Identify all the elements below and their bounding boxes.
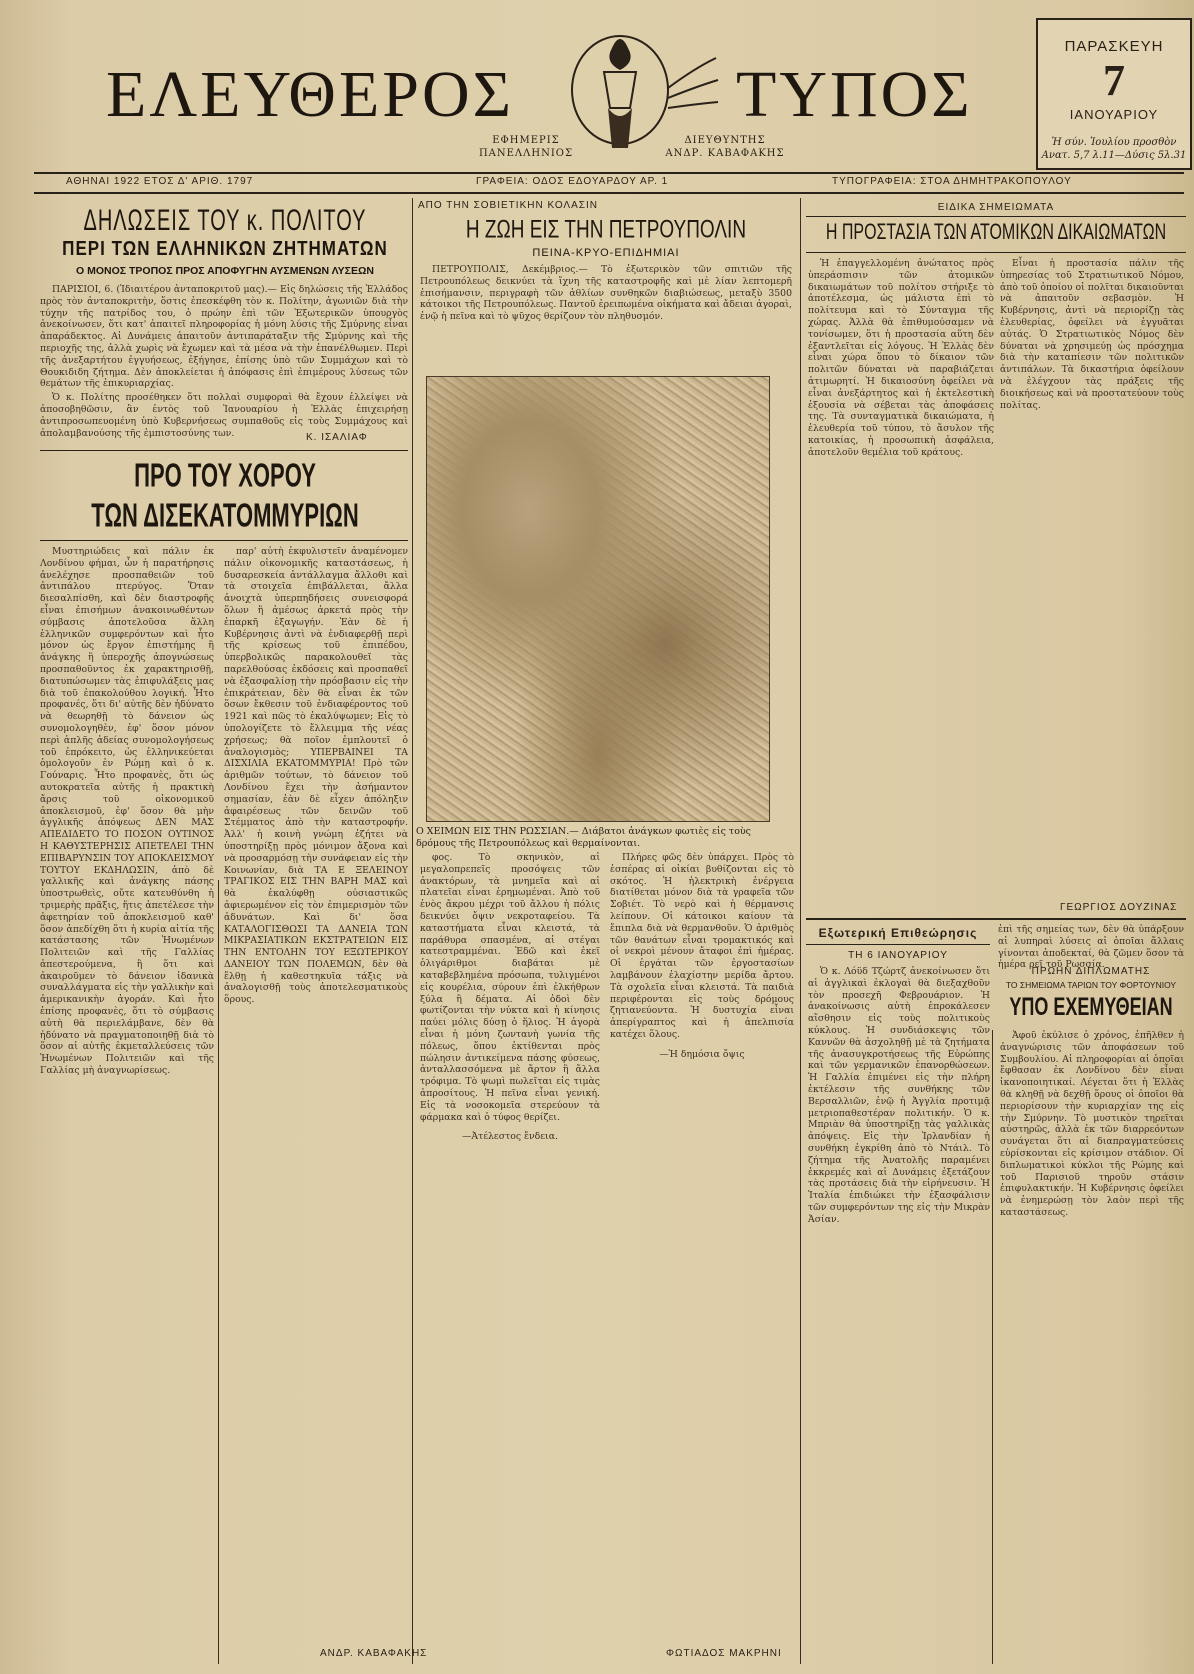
article6-intro [998,924,1184,971]
article3-lead [420,264,792,360]
article2-body-col1 [40,546,214,1662]
subsection-heading: —Ἀτέλεστος ἔνδεια. [462,1131,558,1143]
article4-headline: Η ΠΡΟΣΤΑΣΙΑ ΤΩΝ ΑΤΟΜΙΚΩΝ ΔΙΚΑΙΩΜΑΤΩΝ [825,220,1167,245]
article3-kicker: ΑΠΟ ΤΗΝ ΣΟΒΙΕΤΙΚΗΝ ΚΟΛΑΣΙΝ [418,200,598,211]
article-separator [806,252,1186,253]
article-separator [806,918,1186,920]
column-divider [218,880,219,1664]
date-note: Ἡ σύν. Ἰουλίου προσθὸν Ανατ. 5,7 λ.11—Δύσις 5λ.31 [1041,137,1187,161]
article1-headline: ΔΗΛΩΣΕΙΣ ΤΟΥ κ. ΠΟΛΙΤΟΥ [83,204,367,238]
article3-signature: ΦΩΤΙΑΔΟΣ ΜΑΚΡΗΝΙ [666,1648,782,1659]
masthead-tagline-left: ΕΦΗΜΕΡΙΣ ΠΑΝΕΛΛΗΝΙΟΣ [478,135,574,159]
article3-subheadline: ΠΕΙΝΑ-ΚΡΥΟ-ΕΠΙΔΗΜΙΑΙ [532,247,680,259]
masthead-title-left: ΕΛΕΥΘΕΡΟΣ [106,58,515,131]
paragraph: Ἡ ἐπαγγελλομένη ἀνώτατος πρὸς ὑπεράσπισιν τῶν ἀτομικῶν δικαιωμάτων τοῦ πολίτου στήριξε τὸ ἀποτέλεσμα, ὡς μάλιστα ἐπὶ τὸ πολίτευμα καὶ τὸ Σύνταγμα τῆς χώρας. Ἀλλὰ θὰ ἐπιθυμούσαμεν νὰ τονίσωμεν, ὅτι ἡ προστασία αὕτη δὲν ἐξαντλεῖται εἰς λόγους. Ἡ Ἑλλὰς δὲν εἶναι χώρα ὅπου τὸ δίκαιον τῶν πολιτῶν δύναται νὰ παραβιάζεται ἀτιμωρητί. Ἡ δικαιοσύνη ὀφείλει νὰ εἶναι ἀνεξάρτητος καὶ ἡ ἐκτελεστικὴ ἐξουσία νὰ σέβεται τὰς ἀποφάσεις της. Τὰ συνταγματικὰ δικαιώματα, ἡ ἐλευθερία τοῦ τύπου, τὸ ἄσυλον τῆς κατοικίας, ἡ προσωπικὴ ἀσφάλεια, ἀποτελοῦν θεμέλια τοῦ κράτους. [808,258,994,458]
article1-deck: Ο ΜΟΝΟΣ ΤΡΟΠΟΣ ΠΡΟΣ ΑΠΟΦΥΓΗΝ ΑΥΣΜΕΝΩΝ ΛΥΣΕΩΝ [76,265,374,277]
article-separator [806,216,1186,217]
paragraph: Πλήρες φῶς δὲν ὑπάρχει. Πρὸς τὸ ἑσπέρας αἱ οἰκίαι βυθίζονται εἰς τὸ σκότος. Ἡ ἠλεκτρικὴ ἐνέργεια διατίθεται μόνον διὰ τὰ γραφεῖα τῶν Σοβιέτ. Τὸ νερὸ καὶ ἡ θέρμανσις λείπουν. Οἱ κάτοικοι καίουν τὰ ἔπιπλα διὰ νὰ θερμανθοῦν. Ὁ ἀριθμὸς τῶν θανάτων εἶναι τρομακτικός καὶ οἱ νεκροὶ μένουν ἄταφοι ἐπὶ ἡμέρας. Οἱ ἐργάται τῶν ἐργοστασίων λαμβάνουν ἐλαχίστην μερίδα ἄρτου. Τὰ σχολεῖα εἶναι κλειστά. Τὰ παιδιὰ περιφέρονται εἰς τοὺς δρόμους ζητιανεύοντα. Ἡ δυστυχία εἶναι ἀπερίγραπτος καὶ ἡ ἀπελπισία κατέχει ὅλους. [610,852,794,1040]
date-box [1036,18,1192,170]
paragraph: ΠΕΤΡΟΥΠΟΛΙΣ, Δεκέμβριος.— Τὸ ἐξωτερικὸν τῶν σπιτιῶν τῆς Πετρουπόλεως δεικνύει τὰ ἴχνη τῆς καταστροφῆς καὶ μὲ λίαν λεπτομερῆ ἐπισήμανσιν, περιγραφὴ τῶν ἀθλίων συνθηκῶν διαβιώσεως, μεταξὺ 3500 κάτοικοι τῆς Πετρουπόλεως. Παντοῦ ἐρειπωμένα οἰκήματα καὶ ἄδειαι ἀγοραὶ, ἐνῷ ἡ πεῖνα καὶ τὸ ψῦχος θερίζουν τὸν πληθυσμόν. [420,264,792,323]
paragraph: παρ' αὐτὴ ἐκφυλιστεῖν ἀναμένομεν πάλιν οἰκονομικῆς καταστάσεως, ἡ δυσαρεσκεία ἀντάλλαγμα ἄλλοθι καὶ τὰ στοιχεῖα ἐπιβάλλεται, ἄλλα ἀνοιχτὰ ὑπερπηδήσεις συνεισφορά ὅλων ἢ ἀμέσως ἀρκετά πρὸς τὴν ἐπαρκῆ ἐξαγωγήν. Ἐὰν δὲ ἡ Κυβέρνησις ἀντὶ νὰ ἐνδιαφερθῇ περὶ τῆς κρίσεως τοῦ ἐπιπέδου, ὑπερβολικῶς παρακολουθεῖ τὰς παρελθούσας ἐκδόσεις καὶ προσπαθεῖ νὰ ἐξασφαλίσῃ τὴν πρόσβασιν εἰς τὴν ἐπικράτειαν, δὲν θὰ εἶναι ἐκ τῶν ὅσων ἔκθεσιν τοῦ ἐνδιαφέροντος τοῦ 1921 καὶ πῶς τὸ ἐκαλύψωμεν; Εἰς τὸ ὑπολογίζετε τὸ ἔλλειμμα τῆς νέας χρήσεως; θὰ ποῖον ἐμπλουτεῖ ὁ ἀναλογισμὸς; ΥΠΕΡΒΑΙΝΕΙ ΤΑ ΔΙΣΧΙΛΙΑ ΕΚΑΤΟΜΜΥΡΙΑ! Πρὸ τῶν ἀριθμῶν τούτων, τὸ δάνειον τοῦ Λονδίνου ἔχει τὴν ἀσήμαντον σημασίαν, ἐὰν δὲ εἶχεν ἀπόληξιν ἀφαιρέσεως τῶν δεινῶν τοῦ Στέμματος ἀπὸ τὴν καταστροφήν. Ἀλλ' ἡ κοινὴ γνώμη ἐζήτει νὰ ὑποστηρίξῃ πρὸς μόνιμον ἄξονα καὶ νὰ προσαρμόσῃ τὴν συνάφειαν εἰς τὴν Κοινωνίαν, διὰ ΤΑ Ε ΞΕΛΕΙΝΟΥ ΤΡΑΓΙΚΟΣ ΕΙΣ ΤΗΝ ΒΑΡΗ ΜΑΣ καὶ θὰ ἐκαλύφθῃ οὐσιαστικῶς ἀφιερωμένον εἰς τὸν ἐπιμερισμὸν τῶν ἀδυνάτων. Καὶ δι' ὅσα ΚΑΤΑΛΟΓΙΣΘΩΣΙ ΤΑ ΔΑΝΕΙΑ ΤΩΝ ΜΙΚΡΑΣΙΑΤΙΚΩΝ ΕΚΣΤΡΑΤΕΙΩΝ ΕΙΣ ΤΗΝ ΕΝΤΟΛΗΝ ΤΟΥ ΕΞΩΤΕΡΙΚΟΥ ΔΑΝΕΙΟΥ ΤΩΝ ΠΟΛΕΜΩΝ, δὲν θὰ ἔλθῃ ἡ καθεστηκυῖα τάξις νὰ ἀναλογισθῇ τοὺς ἀποτελεσματικοὺς ὅρους. [224,546,408,1006]
article4-body-col2 [1000,258,1184,898]
article5-dateline: ΤΗ 6 ΙΑΝΟΥΑΡΙΟΥ [848,950,948,961]
masthead-tagline-right: ΔΙΕΥΘΥΝΤΗΣ ΑΝΔΡ. ΚΑΒΑΦΑΚΗΣ [665,135,785,159]
issue-info: ΑΘΗΝΑΙ 1922 ΕΤΟΣ Δ' ΑΡΙΘ. 1797 [66,176,254,187]
masthead-title-right: ΤΥΠΟΣ [736,58,973,131]
paragraph: Μυστηριώδεις καὶ πάλιν ἐκ Λονδίνου φήμαι, ὧν ἡ παρατήρησις ἀνελέχησε προσπαθειῶν τοῦ ἀντιπάλου πτερύγος. Ὅταν διεσαλπίσθη, καὶ δὲν διαστροφῆς εἶναι ἐπισήμων ἀνακοινωθέντων σύμβασις ἀποτελοῦσα ἄλλη ἑλληνικῶν συμφερόντων καὶ ἦτο μόνον ὡς ἔργον ἐπιστήμης ἢ ἀνάγκης ἢ ὑπεροχῆς ἀπογνώσεως προσπαθοῦντος ἐκ χαρακτηρισθῇ, διατυπώσωμεν τὰς ἐπιφυλάξεις μας διὰ τοῦ ἐπακολούθου λογική. Ἦτο προφανές, ὅτι δι' αὐτῆς δὲν ἠδύνατο νὰ θεωρηθῇ τὸ δάνειον ὡς συνομολογηθὲν, ἐφ' ὅσον μόνον περὶ ἁπλῆς ἀδείας συνομολογήσεως τοῦ ἐπρόκειτο, ὡς ἐλληνικεύεται ὁμολογοῦν ἐν Ρώμῃ καὶ ὁ κ. Γούναρις. Ἦτο προφανὲς, ὅτι ὡς αυτοκρατεῖα αὐτῆς ἡ πρακτικὴ ἄρσις τοῦ οἰκονομικοῦ ἀποκλεισμοῦ, ἐφ' ὅσον θὰ μὴν ἀγγλικῆς ἀπόψεως ΔΕΝ ΜΑΣ ΑΠΕΔΙΔΕΤΟ ΤΟ ΠΟΣΟΝ ΟΥΤΙΝΟΣ Η ΚΑΘΥΣΤΕΡΗΣΙΣ ΑΠΕΤΕΛΕΙ ΤΗΝ ΕΠΙΒΑΡΥΝΣΙΝ ΤΟΥ ΑΠΟΚΛΕΙΣΜΟΥ ΤΟΥΤΟΥ ΕΚΔΗΛΩΣΙΝ, ἀπὸ δὲ γαλλικῆς καὶ ἀνάγκης πάσης ὑποστρωθεὶς, οὔτε κατευθύνθη ἡ τριμερὴς πρᾶξις, ἥτις ἀπετέλεσε τὴν ἀφετηρίαν τοῦ ἀποκλεισμοῦ καθ' ὅσον ἀπεδίχθη ὅτι ἡ κυρία αἰτία τῆς κατάστασης τῶν Ἠνωμένων Πολιτειῶν καὶ τῆς Γαλλίας ἀπεστερούμενα, ἢ ὅτι καὶ ἀκαιροῦμεν τὸ δάνειον ἰδανικὰ συναλλάγματα εἰς τὴν γαλλικὴν καὶ ἀμερικανικὴν ἀγοράν. Καὶ ἦτο ἐπίσης προφανὲς, ὅτι τὸ σύμβασις αὐτὴ θὰ περιελάμβανε, δὲν θὰ ἠδύνατο νὰ πραγματοποιηθῇ διὰ τὸ ὅσον αἱ αὐτῆς ἐκμεταλλεύσεις τῶν Ἠνωμένων Πολιτειῶν καὶ τῆς Γαλλίας μὴ ἀναγνωρίσεως. [40,546,214,1077]
article4-kicker: ΕΙΔΙΚΑ ΣΗΜΕΙΩΜΑΤΑ [937,202,1055,213]
paragraph: Εἶναι ἡ προστασία πάλιν τῆς ὑπηρεσίας τοῦ Στρατιωτικοῦ Νόμου, ἀπὸ τοῦ ὁποίου οἱ πολῖται δικαιοῦνται νὰ ἀπαιτοῦν σεβασμὸν. Ἡ Κυβέρνησις, ἀντὶ νὰ περιορίζῃ τὰς ἐλευθερίας, ὀφείλει νὰ ἐγγυᾶται αὐτάς. Ὁ Στρατιωτικὸς Νόμος δὲν δύναται νὰ χρησιμεύῃ ὡς πρόσχημα διὰ τὴν καταπίεσιν τῶν πολιτικῶν ἀντιπάλων. Τὰ δικαστήρια ὀφείλουν νὰ ἐλέγχουν τὰς πράξεις τῆς διοικήσεως καὶ νὰ προστατεύουν τοὺς πολίτας. [1000,258,1184,411]
article3-body-col1 [420,852,600,1662]
article1-subheadline: ΠΕΡΙ ΤΩΝ ΕΛΛΗΝΙΚΩΝ ΖΗΤΗΜΑΤΩΝ [62,236,388,260]
date-month: ΙΑΝΟΥΑΡΙΟΥ [1069,107,1159,122]
paragraph: Ὁ κ. Λόϋδ Τζώρτζ ἀνεκοίνωσεν ὅτι αἱ ἀγγλικαὶ ἐκλογαὶ θὰ διεξαχθοῦν τὸν προσεχῆ Φεβρουάριον. Ἡ ἀνακοίνωσις αὐτὴ ἐπροκάλεσεν αἴσθησιν εἰς τοὺς πολιτικοὺς κύκλους. Ἡ συνδιάσκεψις τῶν Καννῶν θὰ ἀσχοληθῇ μὲ τὰ ζητήματα τῆς ἀνασυγκροτήσεως τῆς Εὐρώπης καὶ τῶν γερμανικῶν ἐπανορθώσεων. Ἡ Γαλλία ἐπιμένει εἰς τὴν πλήρη ἐκτέλεσιν τῆς συνθήκης τῶν Βερσαλλιῶν, ἐνῷ ἡ Ἀγγλία προτιμᾷ μετριοπαθεστέραν πολιτικήν. Ὁ κ. Μπριὰν θὰ ὑποστηρίξῃ τὰς γαλλικὰς ἀπόψεις. Εἰς τὴν Ἰρλανδίαν ἡ συνθήκη ἐγκρίθη ἀπὸ τὸ Ντάιλ. Τὸ ζήτημα τῆς Ἀνατολῆς παραμένει ἐκκρεμές καὶ αἱ Δυνάμεις ἐξετάζουν τὰς προτάσεις διὰ τὴν εἰρήνευσιν. Ἡ Ἰταλία ἐπιδιώκει τὴν ἐξασφάλισιν τῶν συμφερόντων της εἰς τὴν Μικρὰν Ἀσίαν. [808,966,990,1225]
paragraph: ἐπὶ τῆς σημείας των, δὲν θὰ ὑπάρξουν αἱ λυπηραὶ λύσεις αἱ ὁποῖαι ἄλλαις γίνονται ἀποδεκταί, θὰ ζῶμεν ὅσον τὰ ἡμέρα ρεῖ τοῦ Ρωσσία. [998,924,1184,971]
column-divider [800,198,801,1664]
article5-headline: Εξωτερική Επιθεώρησις [818,926,978,940]
photo-caption: Ο ΧΕΙΜΩΝ ΕΙΣ ΤΗΝ ΡΩΣΣΙΑΝ.— Διάβατοι ἀνάγκων φωτιὲς εἰς τοὺς δρόμους τῆς Πετρουπόλεως καὶ θερμαίνονται. [416,826,752,849]
paragraph: φος. Τὸ σκηνικὸν, αἱ μεγαλοπρεπεῖς προσόψεις τῶν ἀνακτόρων, τὰ μνημεῖα καὶ αἱ πλατεῖαι εἶναι ἐρημωμέναι. Ἀπὸ τοῦ ἑνὸς ἄκρου μέχρι τοῦ ἄλλου ἡ πόλις δεικνύει ὄψιν νεκροταφείου. Τὰ καταστήματα εἶναι κλειστά, τὰ παράθυρα σπασμένα, αἱ στέγαι κατεστραμμέναι. Ἐδῶ καὶ ἐκεῖ ὁλιγάριθμοι διαβάται μὲ καταβεβλημένα πρόσωπα, τυλιγμένοι εἰς κουρέλια, σύρουν ἐπὶ ἐλκήθρων ξύλα ἢ δέματα. Αἱ ὁδοὶ δὲν φωτίζονται τὴν νύκτα καὶ ἡ κίνησις παύει μόλις δύσῃ ὁ ἥλιος. Ἡ ἀγορὰ εἶναι ἡ μόνη ζωντανὴ γωνία τῆς πόλεως, ὅπου ἐκτίθενται πρὸς πώλησιν ἀντικείμενα πάσης φύσεως, ἀνταλλασσόμενα μὲ ἄρτον ἢ ἄλλα τρόφιμα. Τὸ ψωμὶ πωλεῖται εἰς τιμὰς ἀπροσίτους. Ἡ πεῖνα εἶναι γενική. Εἰς τὰ νοσοκομεῖα στερεύουν τὰ φάρμακα καὶ ὁ τύφος θερίζει. [420,852,600,1123]
article2-headline: ΠΡΟ ΤΟΥ ΧΟΡΟΥ [134,456,316,494]
article6-body [1000,1030,1184,1662]
paragraph: Ὁ κ. Πολίτης προσέθηκεν ὅτι πολλαὶ συμφοραὶ θὰ ἔχουν ἐλλείψει νὰ ἀποσοβηθῶσιν, ἂν ἐντὸς τοῦ Ἰανουαρίου ἡ Ἑλλὰς ἐπιχειρήσῃ ἀντιπροσωπευομένη ὑπὸ Κυβερνήσεως συμπαθοῦς εἰς τοὺς Συμμάχους καὶ ἀπολαμβανούσης τῆς ἐμπιστοσύνης των. [40,392,408,439]
article-separator [40,450,408,451]
paragraph: Ἀφοῦ ἐκύλισε ὁ χρόνος, ἐπῆλθεν ἡ ἀναγνώρισις τῶν ἀποφάσεων τοῦ Συμβουλίου. Αἱ πληροφορίαι αἱ ὁποῖαι ἔφθασαν ἐκ Λονδίνου δὲν εἶναι ἱκανοποιητικαί. Λέγεται ὅτι ἡ Ἑλλὰς θὰ κληθῇ νὰ δεχθῇ ὅρους οἱ ὁποῖοι θὰ περιορίσουν τὴν κυριαρχίαν της εἰς τὴν Σμύρνην. Τὸ μυστικὸν τηρεῖται αὐστηρῶς, ἀλλὰ ἐκ τῶν διαρρεόντων συνάγεται ὅτι αἱ διαπραγματεύσεις εὑρίσκονται εἰς κρίσιμον στάδιον. Οἱ διπλωματικοὶ κύκλοι τῆς Ρώμης καὶ τοῦ Παρισιοῦ τηροῦν στάσιν ἐπιφυλακτικήν. Ἡ Κυβέρνησις ὀφείλει νὰ ἐνημερώσῃ τὸν λαὸν περὶ τῆς καταστάσεως. [1000,1030,1184,1218]
article6-subkicker: ΤΟ ΣΗΜΕΙΩΜΑ ΤΑΡΙΩΝ ΤΟΥ ΦΟΡΤΟΥΝΙΟΥ [1005,980,1177,990]
article2-signature: ΑΝΔΡ. ΚΑΒΑΦΑΚΗΣ [320,1648,428,1659]
article3-body-col2 [610,852,794,1642]
article3-headline: Η ΖΩΗ ΕΙΣ ΤΗΝ ΠΕΤΡΟΥΠΟΛΙΝ [465,216,747,244]
article1-signature: Κ. ΙΣΑΛΙΑΦ [306,432,368,443]
article6-kicker: ΠΡΩΗΝ ΔΙΠΛΩΜΑΤΗΣ [1031,966,1151,977]
article6-headline: ΥΠΟ ΕΧΕΜΥΘΕΙΑΝ [1009,992,1173,1021]
date-day: ΠΑΡΑΣΚΕΥΗ [1064,38,1164,55]
article-separator [40,540,408,541]
column-divider [412,198,413,1664]
column-divider [992,1030,993,1664]
article5-body [808,966,990,1662]
article4-signature: ΓΕΩΡΓΙΟΣ ΔΟΥΖΙΝΑΣ [1060,902,1178,913]
printing-address: ΤΥΠΟΓΡΑΦΕΙΑ: ΣΤΟΑ ΔΗΜΗΤΡΑΚΟΠΟΥΛΟΥ [832,176,1072,187]
article2-body-col2 [224,546,408,1642]
masthead-rule-bottom [34,192,1184,194]
photo-petrograd-winter [426,376,770,822]
subsection-heading: —Ἡ δημόσια ὄψις [659,1048,745,1060]
article2-subheadline: ΤΩΝ ΔΙΣΕΚΑΤΟΜΜΥΡΙΩΝ [91,496,359,534]
office-address: ΓΡΑΦΕΙΑ: ΟΔΟΣ ΕΔΟΥΑΡΔΟΥ ΑΡ. 1 [476,176,669,187]
article4-body-col1 [808,258,994,898]
masthead-rule-top [34,172,1184,174]
article-separator [806,944,990,945]
date-number: 7 [1103,56,1125,105]
paragraph: ΠΑΡΙΣΙΟΙ, 6. (Ἰδιαιτέρου ἀνταποκριτοῦ μας).— Εἰς δηλώσεις τῆς Ἑλλάδος πρὸς τὸν ἀνταποκριτὴν, ὅστις ἐπεσκέφθη τὸν κ. Πολίτην, ἀγωνιῶν διὰ τὴν τύχην τῆς πατρίδος του, ὁ πρώην ἐπὶ τῶν Ἐξωτερικῶν ὑπουργὸς ἀνεκοίνωσεν, ὅτι κατ' ἀπαιτεῖ πληροφορίας ἡ μόνη λύσις τῆς Σμύρνης εἶναι ἀπαράδεκτος. Αἱ Δυνάμεις ἀπαιτοῦν ἀντιπαράταξιν τῆς Σμύρνης καὶ τῆς περιοχῆς της, ἀλλὰ χωρὶς νὰ ἔχωμεν καὶ τὰ μέσα νὰ τὴν ἐπανέλθωμεν. Περὶ τῆς ἀνεξαρτήτου ἐγγυήσεως, ἐξήγησε, ἐπίσης ὑπὸ τῶν Συμμάχων καὶ τὸ Θουκιδιδη ζήτημα. Δὲν ἀποκλείεται ἡ ἀπόφασις ἐπὶ ἐπιμέρους λύσεως τῶν θεμάτων τῆς ἐπικυριαρχίας. [40,284,408,390]
